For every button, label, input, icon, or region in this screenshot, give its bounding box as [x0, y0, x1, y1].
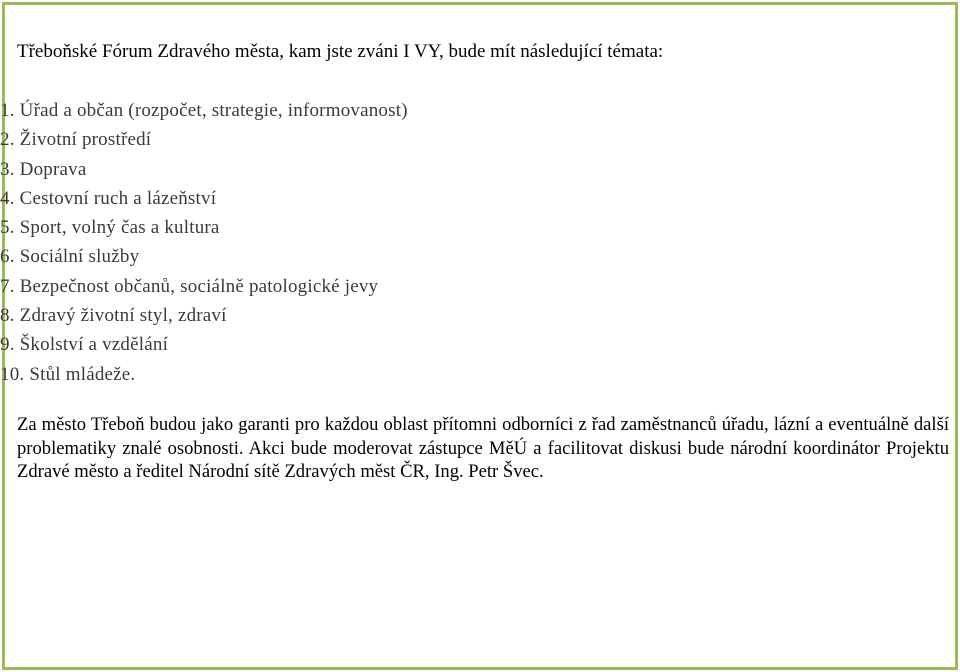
list-item [0, 301, 960, 330]
topic-text: Školství a vzdělání [19, 334, 169, 356]
topic-number: 1. [0, 100, 15, 121]
list-item [0, 272, 960, 301]
list-item [0, 242, 960, 271]
topic-text: Doprava [19, 158, 87, 180]
topic-text: Zdravý životní styl, zdraví [19, 305, 227, 327]
list-item [0, 125, 960, 154]
topic-number: 4. [0, 187, 15, 209]
topic-text: Stůl mládeže. [29, 363, 136, 385]
topic-number: 5. [0, 217, 15, 239]
topic-number: 2. [0, 129, 15, 151]
topic-number: 10. [0, 363, 25, 385]
intro-paragraph: Třeboňské Fórum Zdravého města, kam jste zváni I VY, bude mít následující témata: [17, 41, 664, 62]
topic-number: 7. [0, 275, 15, 297]
topic-number: 6. [0, 246, 15, 268]
topic-number: 8. [0, 305, 15, 327]
topic-text: Bezpečnost občanů, sociálně patologické jevy [19, 275, 379, 297]
list-item [0, 155, 960, 184]
topic-text: Sport, volný čas a kultura [19, 217, 220, 239]
topic-text: Úřad a občan (rozpočet, strategie, informovanost) [19, 100, 408, 121]
list-item [0, 184, 960, 213]
list-item [0, 360, 960, 389]
list-item [0, 96, 960, 125]
list-item [0, 213, 960, 242]
topic-text: Cestovní ruch a lázeňství [19, 187, 217, 209]
list-item [0, 330, 960, 359]
topic-text: Sociální služby [19, 246, 140, 268]
topic-list [0, 96, 960, 389]
topic-number: 3. [0, 158, 15, 180]
topic-number: 9. [0, 334, 15, 356]
closing-paragraph: Za město Třeboň budou jako garanti pro každou oblast přítomni odborníci z řad zaměstnanců úřadu, lázní a eventuálně další problematiky znalé osobnosti. Akci bude moderovat zástupce MěÚ a facilitovat diskusi bude národní koordinátor Projektu Zdravé město a ředitel Národní sítě Zdravých měst ČR, Ing. Petr Švec. [17, 414, 949, 482]
topic-text: Životní prostředí [19, 129, 152, 151]
